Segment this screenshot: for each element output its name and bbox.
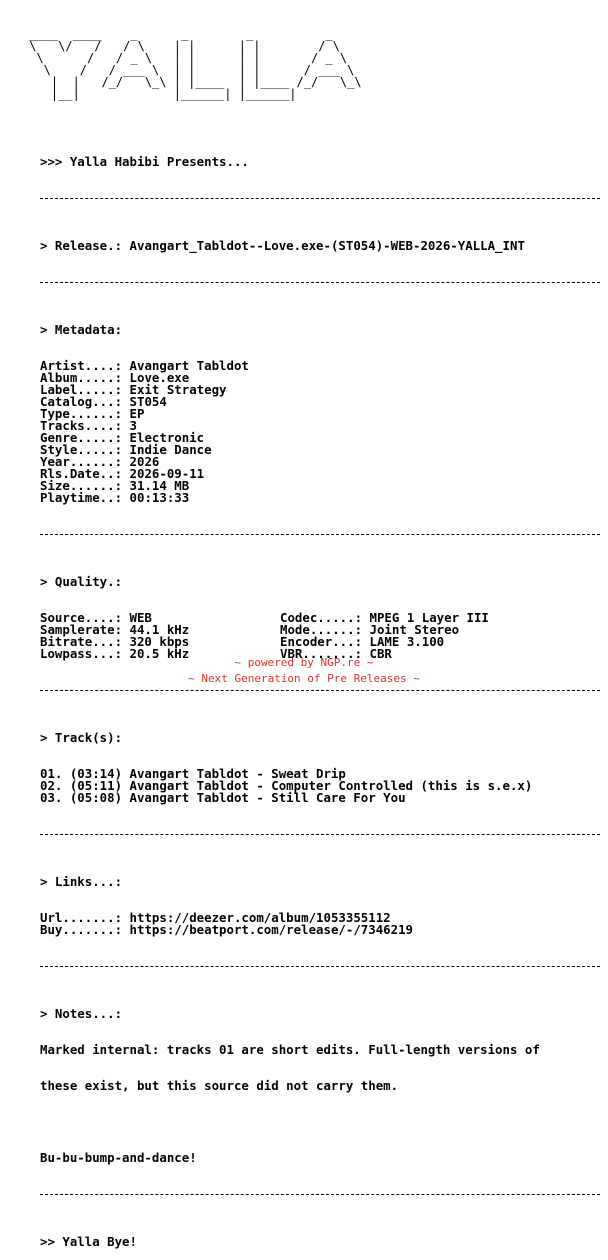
link-row <box>40 924 600 936</box>
metadata-value: 3 <box>129 418 137 433</box>
link-key: Url.......: <box>40 910 123 925</box>
metadata-value: Love.exe <box>129 370 190 385</box>
metadata-value: Avangart Tabldot <box>129 358 249 373</box>
outro-line: >> Yalla Bye! <box>40 1234 137 1249</box>
metadata-value: Exit Strategy <box>129 382 227 397</box>
metadata-key: Album.....: <box>40 370 123 385</box>
metadata-key: Style.....: <box>40 442 123 457</box>
links-heading: > Links...: <box>40 874 123 889</box>
metadata-value: 2026-09-11 <box>129 466 205 481</box>
links-list <box>40 912 600 936</box>
footer-powered-by: ~ powered by NGP.re ~ <box>234 656 374 669</box>
divider <box>40 192 600 204</box>
quality-left: Samplerate: 44.1 kHz <box>40 622 190 637</box>
notes-text: these exist, but this source did not carry them. <box>40 1078 399 1093</box>
metadata-row <box>40 492 600 504</box>
metadata-key: Playtime..: <box>40 490 123 505</box>
notes-heading: > Notes...: <box>40 1006 123 1021</box>
quality-left: Lowpass...: 20.5 kHz <box>40 646 190 661</box>
quality-list <box>40 612 600 660</box>
tracks-heading: > Track(s): <box>40 730 123 745</box>
metadata-heading: > Metadata: <box>40 322 123 337</box>
metadata-value: Indie Dance <box>129 442 212 457</box>
release-name: Avangart_Tabldot--Love.exe-(ST054)-WEB-2026-YALLA_INT <box>129 238 525 253</box>
link-key: Buy.......: <box>40 922 123 937</box>
track-item: 03. (05:08) Avangart Tabldot - Still Care For You <box>40 790 406 805</box>
metadata-key: Artist....: <box>40 358 123 373</box>
metadata-value: ST054 <box>129 394 167 409</box>
metadata-key: Type......: <box>40 406 123 421</box>
divider <box>40 828 600 840</box>
metadata-value: 00:13:33 <box>129 490 190 505</box>
metadata-value: EP <box>129 406 145 421</box>
metadata-key: Genre.....: <box>40 430 123 445</box>
quality-left: Bitrate...: 320 kbps <box>40 634 190 649</box>
metadata-key: Catalog...: <box>40 394 123 409</box>
metadata-value: Electronic <box>129 430 205 445</box>
track-list <box>40 768 600 804</box>
metadata-key: Label.....: <box>40 382 123 397</box>
metadata-value: 2026 <box>129 454 160 469</box>
quality-left: Source....: WEB <box>40 610 152 625</box>
metadata-list <box>40 360 600 504</box>
intro-line: >>> Yalla Habibi Presents... <box>40 154 249 169</box>
quality-right: Encoder...: LAME 3.100 <box>280 634 445 649</box>
divider <box>40 960 600 972</box>
metadata-key: Size......: <box>40 478 123 493</box>
footer-tagline: ~ Next Generation of Pre Releases ~ <box>188 672 420 685</box>
notes-text: Bu-bu-bump-and-dance! <box>40 1150 197 1165</box>
track-item: 01. (03:14) Avangart Tabldot - Sweat Drip <box>40 766 346 781</box>
quality-right: VBR.......: CBR <box>280 646 392 661</box>
quality-heading: > Quality.: <box>40 574 123 589</box>
divider <box>40 528 600 540</box>
metadata-value: 31.14 MB <box>129 478 190 493</box>
ascii-logo: ____ ____ _ _ _ _ \ \/ / / \ | | | | / \ \ / / _ \ | | | | / _ \ \ / / ___ \ | | | | / ___ \ | | /_/ \_\ | |____ | |____ /_/ \_\ |__| |______| |______| <box>29 27 362 101</box>
notes-text: Marked internal: tracks 01 are short edits. Full-length versions of <box>40 1042 540 1057</box>
link-url: https://deezer.com/album/1053355112 <box>129 910 391 925</box>
link-url: https://beatport.com/release/-/7346219 <box>129 922 414 937</box>
release-line <box>40 240 600 252</box>
divider <box>40 276 600 288</box>
nfo-body <box>40 132 600 1260</box>
quality-right: Codec.....: MPEG 1 Layer III <box>280 610 489 625</box>
metadata-key: Rls.Date..: <box>40 466 123 481</box>
release-label: > Release.: <box>40 238 123 253</box>
metadata-key: Year......: <box>40 454 123 469</box>
metadata-key: Tracks....: <box>40 418 123 433</box>
quality-right: Mode......: Joint Stereo <box>280 622 460 637</box>
divider <box>40 1188 600 1200</box>
divider <box>40 684 600 696</box>
track-item: 02. (05:11) Avangart Tabldot - Computer Controlled (this is s.e.x) <box>40 778 533 793</box>
